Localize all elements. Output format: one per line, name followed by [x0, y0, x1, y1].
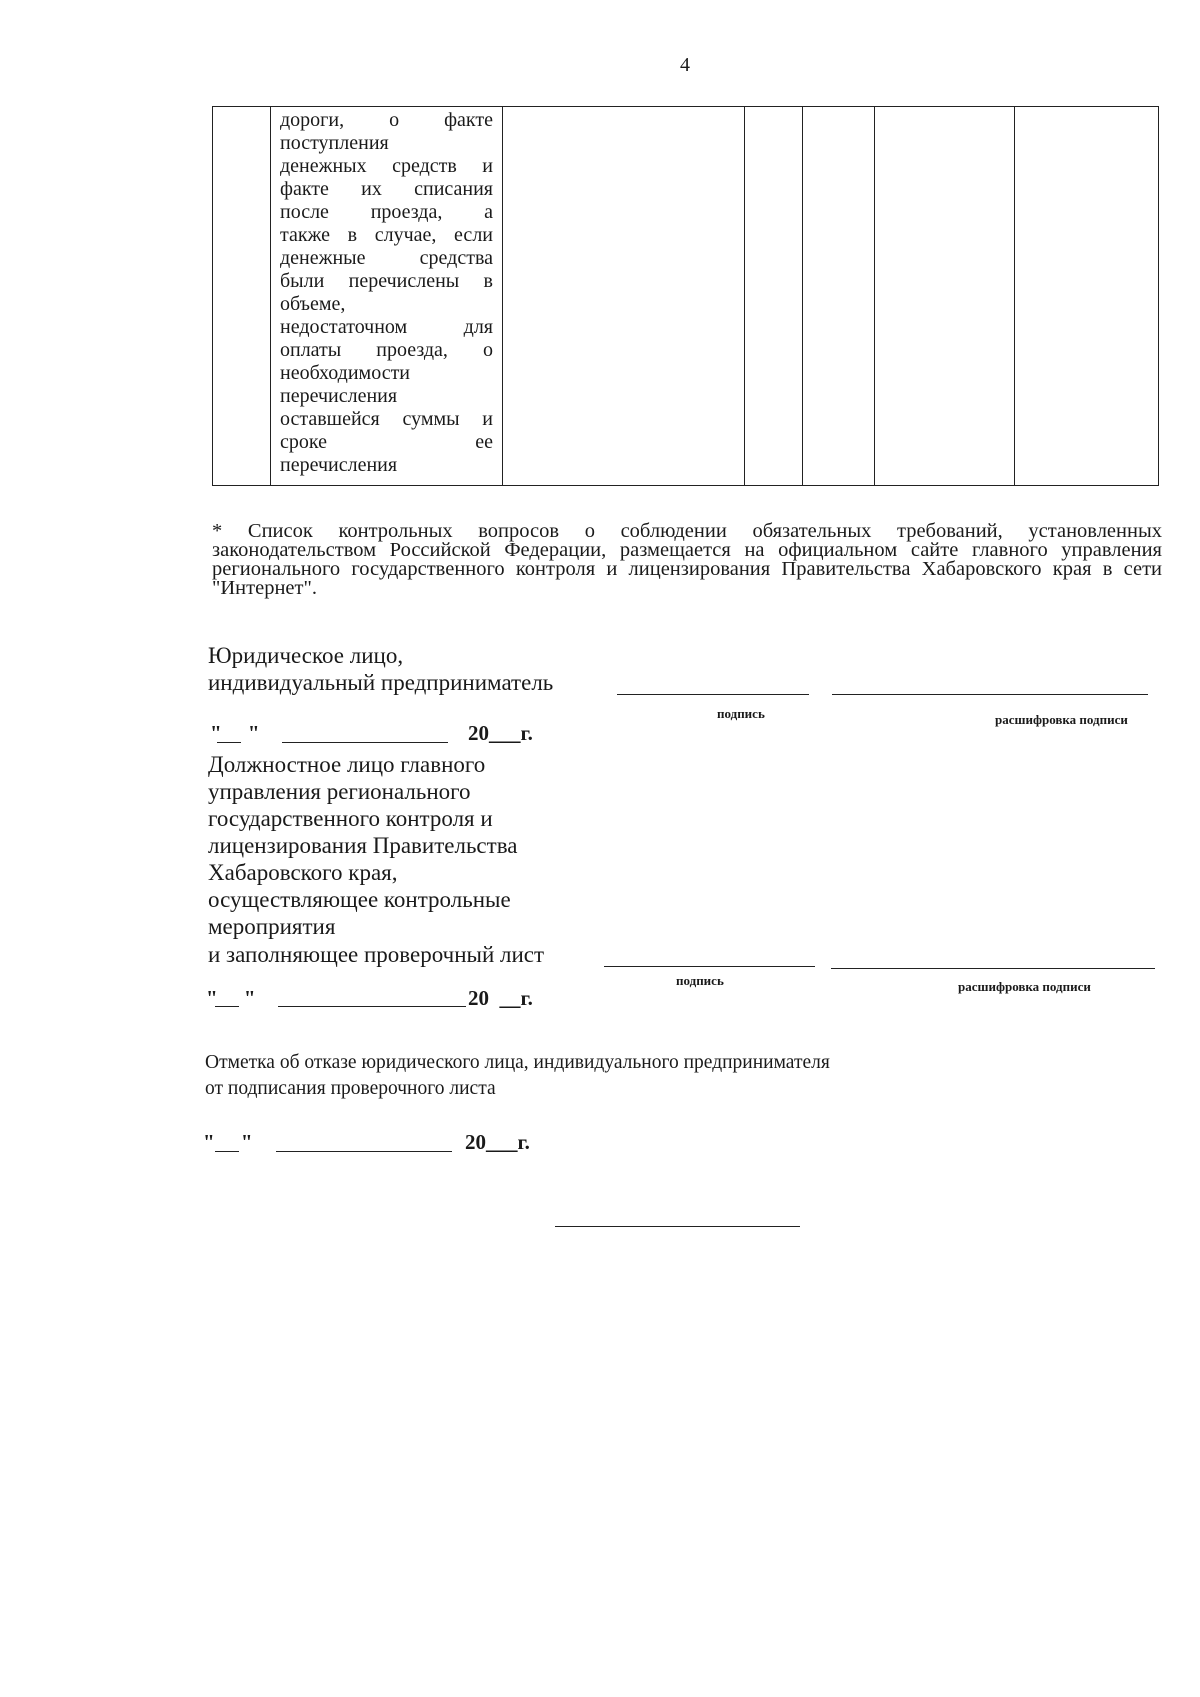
table-cell-requirement-text — [271, 107, 503, 486]
date-quote-marks: " " — [206, 986, 256, 1010]
official-label-line: мероприятия — [208, 914, 336, 939]
refusal-note-line: от подписания проверочного листа — [205, 1078, 496, 1099]
cell-text-line: объеме, — [280, 293, 346, 315]
date-quote-marks: " " — [210, 721, 260, 745]
date-month-line — [282, 742, 448, 743]
date-day-line — [215, 1006, 239, 1007]
official-signature-line — [604, 966, 815, 967]
cell-text-line: поступления — [280, 132, 389, 154]
signature-decoding-caption: расшифровка подписи — [995, 712, 1128, 727]
table-cell-legal-act — [503, 107, 745, 486]
date-month-line — [276, 1151, 452, 1152]
entrepreneur-label: индивидуальный предприниматель — [208, 670, 554, 695]
official-label-line: и заполняющее проверочный лист — [208, 942, 545, 967]
cell-text-line: также в случае, если — [280, 224, 493, 246]
date-year: 20___г. — [465, 1130, 530, 1154]
official-label-line: государственного контроля и — [208, 806, 493, 831]
date-quote-marks: " " — [203, 1130, 253, 1154]
legal-entity-label: Юридическое лицо, — [208, 643, 404, 668]
table-cell-no — [803, 107, 875, 486]
checklist-table-continuation — [212, 106, 1159, 486]
cell-text-line: денежных средств и — [280, 155, 493, 177]
cell-text-line: перечисления — [280, 454, 398, 476]
date-day-line — [217, 742, 241, 743]
official-label-line: осуществляющее контрольные — [208, 887, 511, 912]
signature-decoding-caption: расшифровка подписи — [958, 979, 1091, 994]
closing-separator-line — [555, 1226, 800, 1227]
official-label-line: управления регионального — [208, 779, 471, 804]
cell-text-line: факте их списания — [280, 178, 493, 200]
page-number: 4 — [680, 54, 690, 76]
official-decoding-line — [831, 968, 1155, 969]
date-day-line — [215, 1151, 239, 1152]
cell-text-line: были перечислены в — [280, 270, 493, 292]
table-row — [213, 107, 1159, 486]
cell-text-line: необходимости — [280, 362, 411, 384]
refusal-note-line: Отметка об отказе юридического лица, индивидуального предпринимателя — [205, 1052, 830, 1073]
cell-text-line: оставшейся суммы и — [280, 408, 493, 430]
table-cell-yes — [745, 107, 803, 486]
cell-text-line: перечисления — [280, 385, 398, 407]
signature-caption: подпись — [717, 706, 765, 721]
cell-text-line: недостаточном для — [280, 316, 493, 338]
cell-text-line: денежные средства — [280, 247, 493, 269]
table-cell-number — [213, 107, 271, 486]
official-label-line: Хабаровского края, — [208, 860, 398, 885]
official-label-line: лицензирования Правительства — [208, 833, 518, 858]
date-year: 20___г. — [468, 721, 533, 745]
signature-caption: подпись — [676, 973, 724, 988]
cell-text-line: после проезда, а — [280, 201, 493, 223]
table-cell-not-applicable — [875, 107, 1015, 486]
legal-entity-signature-line — [617, 694, 809, 695]
date-year: 20 __г. — [468, 986, 533, 1010]
date-month-line — [278, 1006, 466, 1007]
cell-text-line: сроке ее — [280, 431, 493, 453]
footnote: * Список контрольных вопросов о соблюдении обязательных требований, установленных законодательством Российской Федерации, размещается на официальном сайте главного управления регионального государственного контроля и лицензирования Правительства Хабаровского края в сети "Интернет". — [212, 520, 1162, 599]
table-cell-note — [1015, 107, 1159, 486]
official-label-line: Должностное лицо главного — [208, 752, 486, 777]
cell-text-line: оплаты проезда, о — [280, 339, 493, 361]
legal-entity-decoding-line — [832, 694, 1148, 695]
cell-text-line: дороги, о факте — [280, 109, 493, 131]
